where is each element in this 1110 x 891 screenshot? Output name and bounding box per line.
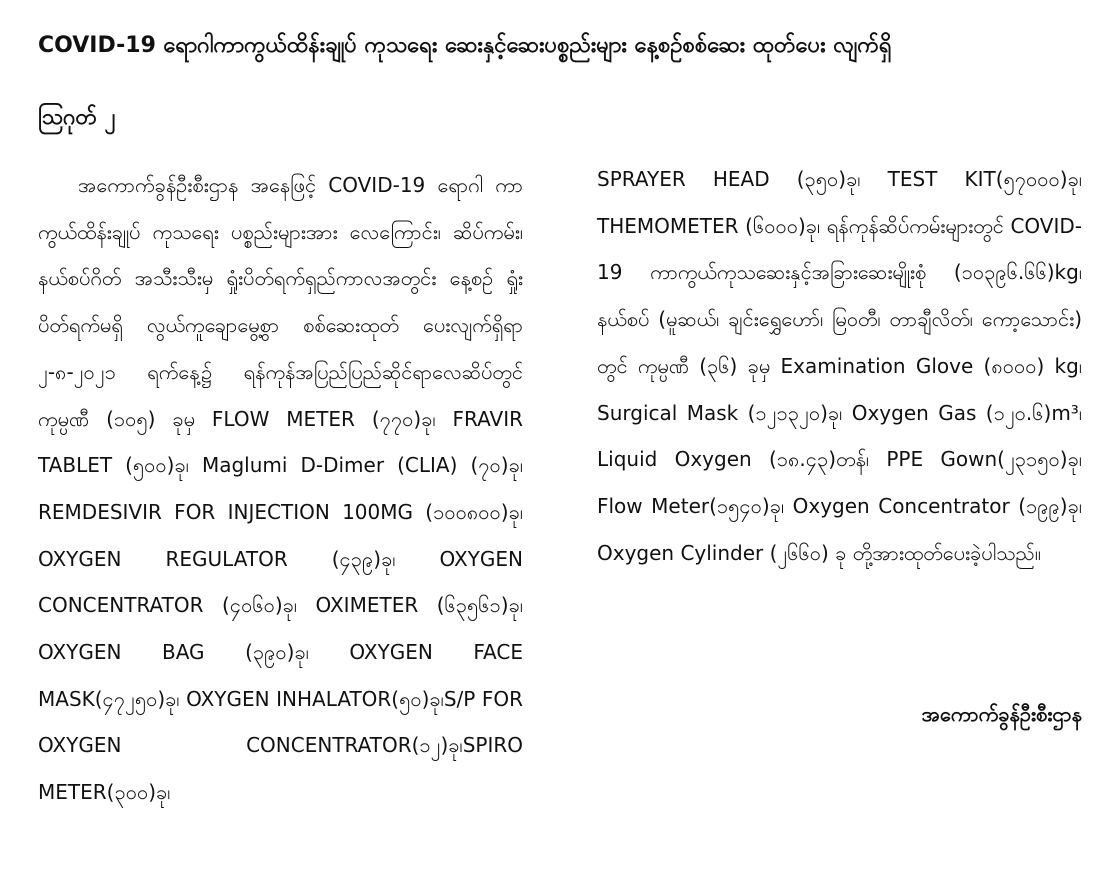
right-column-text: SPRAYER HEAD (၃၅၀)ခု၊ TEST KIT(၅၇၀၀၀)ခု၊ THEMOMETER (၆၀၀၀)ခု၊ ရန်ကုန်ဆိပ်ကမ်းများတွင် COVID-19 ကာကွယ်ကုသဆေးနှင့်အခြားဆေးမျိုးစုံ (၁၀၃၉၆.၆၆)kg၊ နယ်စပ် (မူဆယ်၊ ချင်းရွှေဟော်၊ မြဝတီ၊ တာချီလိတ်၊ ကော့သောင်း) တွင် ကုမ္ပဏီ (၃၆) ခုမှ Examination Glove (၈၀၀၀) kg၊ Surgical Mask (၁၂၁၃၂၀)ခု၊ Oxygen Gas (၁၂၀.၆)m³၊ Liquid Oxygen (၁၈.၄၃)တန်၊ PPE Gown(၂၃၁၅၀)ခု၊Flow Meter(၁၅၄၀)ခု၊ Oxygen Concentrator (၁၉၉)ခု၊Oxygen Cylinder (၂၆၆၀) ခု တို့အားထုတ်ပေးခဲ့ပါသည်။ [597, 167, 1082, 565]
left-column-text: အကောက်ခွန်ဦးစီးဌာန အနေဖြင့် COVID-19 ရောဂါ ကာကွယ်ထိန်းချုပ် ကုသရေး ပစ္စည်းများအား လေကြောင်း၊ ဆိပ်ကမ်း၊ နယ်စပ်ဂိတ် အသီးသီးမှ ရှုံးပိတ်ရက်ရှည်ကာလအတွင်း နေ့စဉ် ရှုံးပိတ်ရက်မရှိ လွယ်ကူချောမွေ့စွာ စစ်ဆေးထုတ် ပေးလျက်ရှိရာ ၂-၈-၂၀၂၁ ရက်နေ့၌ ရန်ကုန်အပြည်ပြည်ဆိုင်ရာလေဆိပ်တွင် ကုမ္ပဏီ (၁၀၅) ခုမှ FLOW METER (၇၇၀)ခု၊ FRAVIR TABLET (၅၀၀)ခု၊ Maglumi D-Dimer (CLIA) (၇၀)ခု၊ REMDESIVIR FOR INJECTION 100MG (၁၀၀၈၀၀)ခု၊ OXYGEN REGULATOR (၄၃၉)ခု၊ OXYGEN CONCENTRATOR (၄၀၆၀)ခု၊ OXIMETER (၆၃၅၆၁)ခု၊OXYGEN BAG (၃၉၀)ခု၊ OXYGEN FACE MASK(၄၇၂၅၀)ခု၊ OXYGEN INHALATOR(၅၀)ခု၊S/P FOR OXYGEN CONCENTRATOR(၁၂)ခု၊SPIRO METER(၃၀၀)ခု၊ [38, 173, 523, 805]
article-headline: COVID-19 ရောဂါကာကွယ်ထိန်းချုပ် ကုသရေး ဆေးနှင့်ဆေးပစ္စည်းများ နေ့စဉ်စစ်ဆေး ထုတ်ပေး လျက်ရှိ [38, 33, 892, 58]
article-dateline: ဩဂုတ် ၂ [38, 105, 116, 130]
article-left-column [38, 162, 523, 816]
article-right-column [597, 156, 1082, 576]
article-signature: အကောက်ခွန်ဦးစီးဌာန [921, 702, 1082, 726]
